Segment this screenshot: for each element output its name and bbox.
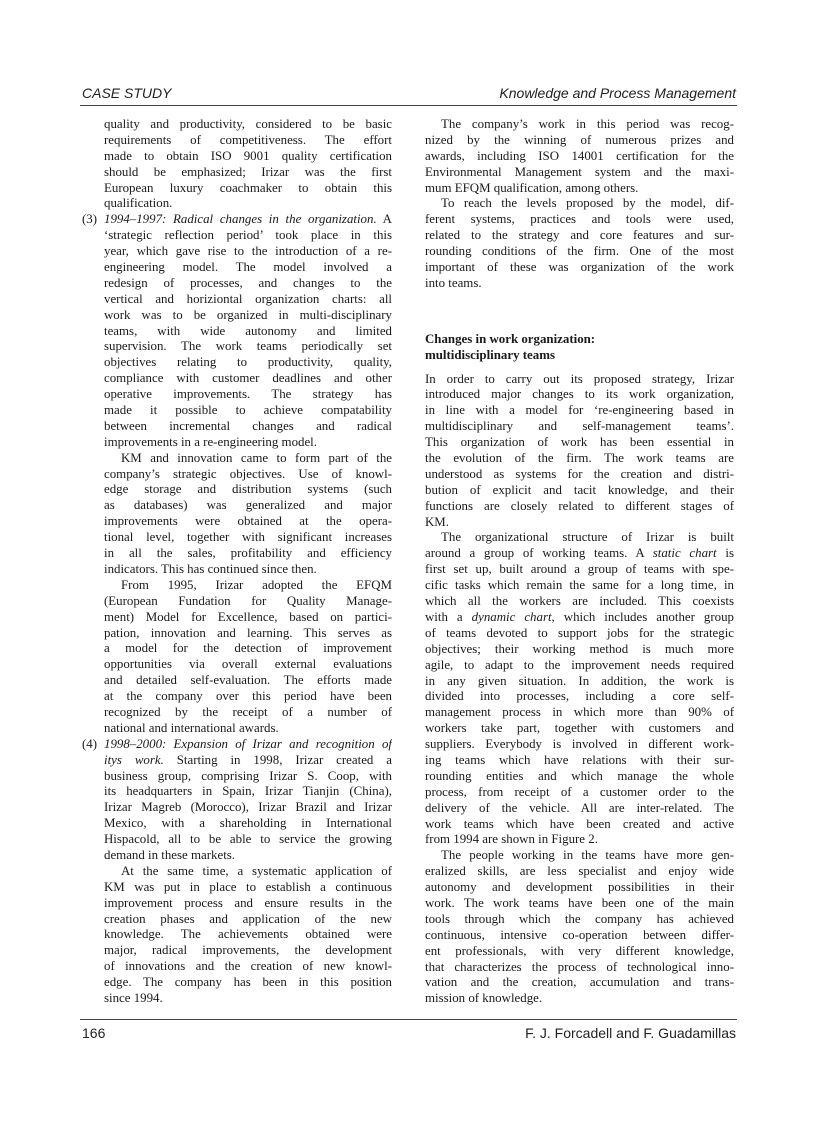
text-line: tools through which the company has achieved: [425, 911, 734, 926]
text-line: at the company over this period have been: [104, 689, 392, 704]
text-line: suppliers. Everybody is involved in different work-: [425, 737, 734, 752]
paragraph: [425, 372, 734, 531]
text-line: The people working in the teams have more gen-: [441, 848, 734, 863]
text-line: and detailed self-evaluation. The efforts made: [104, 673, 392, 688]
text-line: The organizational structure of Irizar is built: [441, 530, 734, 545]
italic-term: dynamic chart: [471, 609, 552, 624]
paragraph: [425, 196, 734, 291]
text-line: continuous, intensive co-operation between differ-: [425, 927, 734, 942]
text-line: eralized skills, are less specialist and enjoy wide: [425, 864, 734, 879]
text-line: should be emphasized; Irizar was the first: [104, 164, 392, 179]
text-line: qualification.: [104, 196, 173, 211]
text-line: redesign of processes, and changes to the: [104, 275, 392, 290]
paragraph: [82, 117, 392, 212]
text-line: nized by the winning of numerous prizes and: [425, 132, 734, 147]
italic-run-in-heading: 1998–2000: Expansion of Irizar and recognition of: [104, 736, 392, 751]
text-line: Hispacold, all to be able to service the growing: [104, 832, 392, 847]
text-line: awards, including ISO 14001 certification for the: [425, 148, 734, 163]
text-line: introduced major changes to its work organization,: [425, 387, 734, 402]
text-line: ent professionals, with very different knowledge,: [425, 943, 734, 958]
text-line: important of these was organization of the work: [425, 260, 734, 275]
text-line: opportunities via overall external evaluations: [104, 657, 392, 672]
text-run: Starting in 1998, Irizar created a: [163, 752, 392, 767]
text-line: national and international awards.: [104, 720, 279, 735]
text-line: Environmental Management system and the maxi-: [425, 164, 734, 179]
text-line: work teams which have been created and active: [425, 816, 734, 831]
text-line: ‘strategic reflection period’ took place in this: [104, 228, 392, 243]
text-line: engineering model. The model involved a: [104, 260, 392, 275]
text-line: between incremental changes and radical: [104, 418, 392, 433]
list-item-number: (3): [82, 212, 98, 227]
text-line: improvement process and ensure results in the: [104, 895, 392, 910]
paragraph: [82, 578, 392, 737]
footer-authors: F. J. Forcadell and F. Guadamillas: [525, 1025, 736, 1041]
text-line: business group, comprising Irizar S. Coop, with: [104, 768, 392, 783]
list-item: [82, 737, 392, 864]
paragraph: [425, 530, 734, 848]
list-item: [82, 212, 392, 450]
text-line: work was to be organized in multi-disciplinary: [104, 307, 392, 322]
text-line: In order to carry out its proposed strategy, Irizar: [425, 371, 734, 386]
text-line: quality and productivity, considered to be basic: [104, 117, 392, 131]
text-line: improvements were obtained at the opera-: [104, 514, 392, 529]
text-line: bution of explicit and tacit knowledge, and their: [425, 482, 734, 497]
text-line: its headquarters in Spain, Irizar Tianjin (China),: [104, 784, 392, 799]
text-line: From 1995, Irizar adopted the EFQM: [121, 577, 392, 592]
text-line: agile, to adapt to the improvement needs required: [425, 657, 734, 672]
text-line: indicators. This has continued since then.: [104, 561, 317, 576]
text-line: This organization of work has been essential in: [425, 435, 734, 450]
text-line: workers take part, together with customers and: [425, 721, 734, 736]
text-line: supervision. The work teams periodically set: [104, 339, 392, 354]
text-line: made it possible to achieve compatability: [104, 403, 392, 418]
text-run: with a: [425, 609, 472, 624]
footer-rule: [80, 1019, 737, 1020]
text-line: demand in these markets.: [104, 847, 236, 862]
text-line: edge storage and distribution systems (such: [104, 482, 392, 497]
text-line: made to obtain ISO 9001 quality certification: [104, 148, 392, 163]
text-run: around a group of working teams. A: [425, 546, 653, 561]
running-header-journal: Knowledge and Process Management: [499, 85, 736, 101]
text-line: KM.: [425, 514, 449, 529]
text-line: improvements in a re-engineering model.: [104, 434, 317, 449]
text-line: tional level, together with significant increases: [104, 530, 392, 545]
paragraph: [82, 451, 392, 578]
paragraph: [425, 117, 734, 196]
text-line: objectives; their working method is much more: [425, 641, 734, 656]
text-line: (European Fundation for Quality Manage-: [104, 593, 392, 608]
text-line: vertical and horiziontal organization charts: all: [104, 291, 392, 306]
text-line: ferent systems, practices and tools were used,: [425, 212, 734, 227]
text-line: KM and innovation came to form part of the: [121, 450, 392, 465]
text-line: work. The work teams have been one of the main: [425, 895, 734, 910]
text-line: recognized by the receipt of a number of: [104, 704, 392, 719]
text-line: in all the sales, profitability and efficiency: [104, 546, 392, 561]
text-line: multidisciplinary teams: [425, 347, 555, 362]
text-line: from 1994 are shown in Figure 2.: [425, 832, 598, 847]
text-line: KM was put in place to establish a continuous: [104, 879, 392, 894]
text-line: management process in which more than 90% of: [425, 705, 734, 720]
text-line: European luxury coachmaker to obtain this: [104, 180, 392, 195]
text-line: into teams.: [425, 275, 482, 290]
text-line: of teams devoted to support jobs for the strategic: [425, 625, 734, 640]
text-line: cific tasks which remain the same for a long time, in: [425, 578, 734, 593]
text-line: Mexico, with a shareholding in International: [104, 816, 392, 831]
text-line: objectives relating to productivity, quality,: [104, 355, 392, 370]
text-line: as databases) was generalized and major: [104, 498, 392, 513]
text-line: Changes in work organization:: [425, 331, 596, 346]
text-line: mission of knowledge.: [425, 991, 543, 1006]
left-column: [82, 117, 392, 1007]
text-line: multidisciplinary and self-management teams’.: [425, 419, 734, 434]
page-number: 166: [82, 1025, 106, 1041]
header-rule: [80, 105, 737, 106]
text-run: , which includes another group: [551, 609, 734, 624]
text-line: operative improvements. The strategy has: [104, 387, 392, 402]
text-run: is: [716, 546, 734, 561]
section-heading: [425, 332, 734, 364]
text-line: which all the workers are included. This coexists: [425, 594, 734, 609]
paragraph: [82, 864, 392, 1007]
text-line: edge. The company has been in this position: [104, 975, 392, 990]
text-line: [425, 546, 734, 562]
text-line: creation phases and application of the new: [104, 911, 392, 926]
text-line: At the same time, a systematic application of: [121, 863, 392, 878]
text-line: mum EFQM qualification, among others.: [425, 180, 639, 195]
text-line: rounding entities and which manage the whole: [425, 768, 734, 783]
text-line: first set up, built around a group of teams with spe-: [425, 562, 734, 577]
text-line: process, from receipt of a customer order to the: [425, 784, 734, 799]
list-item-number: (4): [82, 736, 98, 751]
text-line: vation and the creation, accumulation and trans-: [425, 975, 734, 990]
text-line: delivery of the vehicle. All are inter-related. The: [425, 800, 734, 815]
text-line: The company’s work in this period was recog-: [441, 117, 734, 131]
text-run: A: [376, 212, 392, 227]
text-line: [425, 610, 734, 626]
text-line: year, which gave rise to the introduction of a re-: [104, 244, 392, 259]
text-line: understood as systems for the creation and distri-: [425, 466, 734, 481]
text-line: [104, 753, 392, 769]
text-line: To reach the levels proposed by the model, dif-: [441, 196, 734, 211]
text-line: knowledge. The achievements obtained were: [104, 927, 392, 942]
text-line: a model for the detection of improvement: [104, 641, 392, 656]
text-line: ing teams which have relations with their sur-: [425, 752, 734, 767]
text-line: pation, innovation and learning. This serves as: [104, 625, 392, 640]
italic-run-in-heading: 1994–1997: Radical changes in the organization.: [104, 212, 377, 227]
text-line: rounding conditions of the firm. One of the most: [425, 244, 734, 259]
text-line: teams, with wide autonomy and limited: [104, 323, 392, 338]
text-line: compliance with customer deadlines and other: [104, 371, 392, 386]
text-line: in any given situation. In addition, the work is: [425, 673, 734, 688]
text-line: related to the strategy and core features and sur-: [425, 228, 734, 243]
text-line: autonomy and development possibilities in their: [425, 880, 734, 895]
text-line: in line with a model for ‘re-engineering based in: [425, 403, 734, 418]
text-line: of innovations and the creation of new knowl-: [104, 959, 392, 974]
italic-term: static chart: [652, 546, 717, 561]
text-line: [104, 212, 392, 228]
text-line: [104, 737, 392, 753]
text-line: the evolution of the firm. The work teams are: [425, 451, 734, 466]
text-line: since 1994.: [104, 990, 163, 1005]
paragraph: [425, 848, 734, 1007]
text-line: major, radical improvements, the development: [104, 943, 392, 958]
text-line: company’s strategic objectives. Use of knowl-: [104, 466, 392, 481]
text-line: Irizar Magreb (Morocco), Irizar Brazil and Irizar: [104, 800, 392, 815]
text-line: that characterizes the process of technological inno-: [425, 959, 734, 974]
text-line: divided into processes, including a core self-: [425, 689, 734, 704]
running-header-section: CASE STUDY: [82, 85, 172, 101]
text-line: ment) Model for Excellence, based on partici-: [104, 609, 392, 624]
text-line: requirements of competitiveness. The effort: [104, 132, 392, 147]
italic-run-in-heading: itys work.: [104, 752, 164, 767]
text-line: functions are closely related to different stages of: [425, 498, 734, 513]
right-column: [425, 117, 734, 1007]
